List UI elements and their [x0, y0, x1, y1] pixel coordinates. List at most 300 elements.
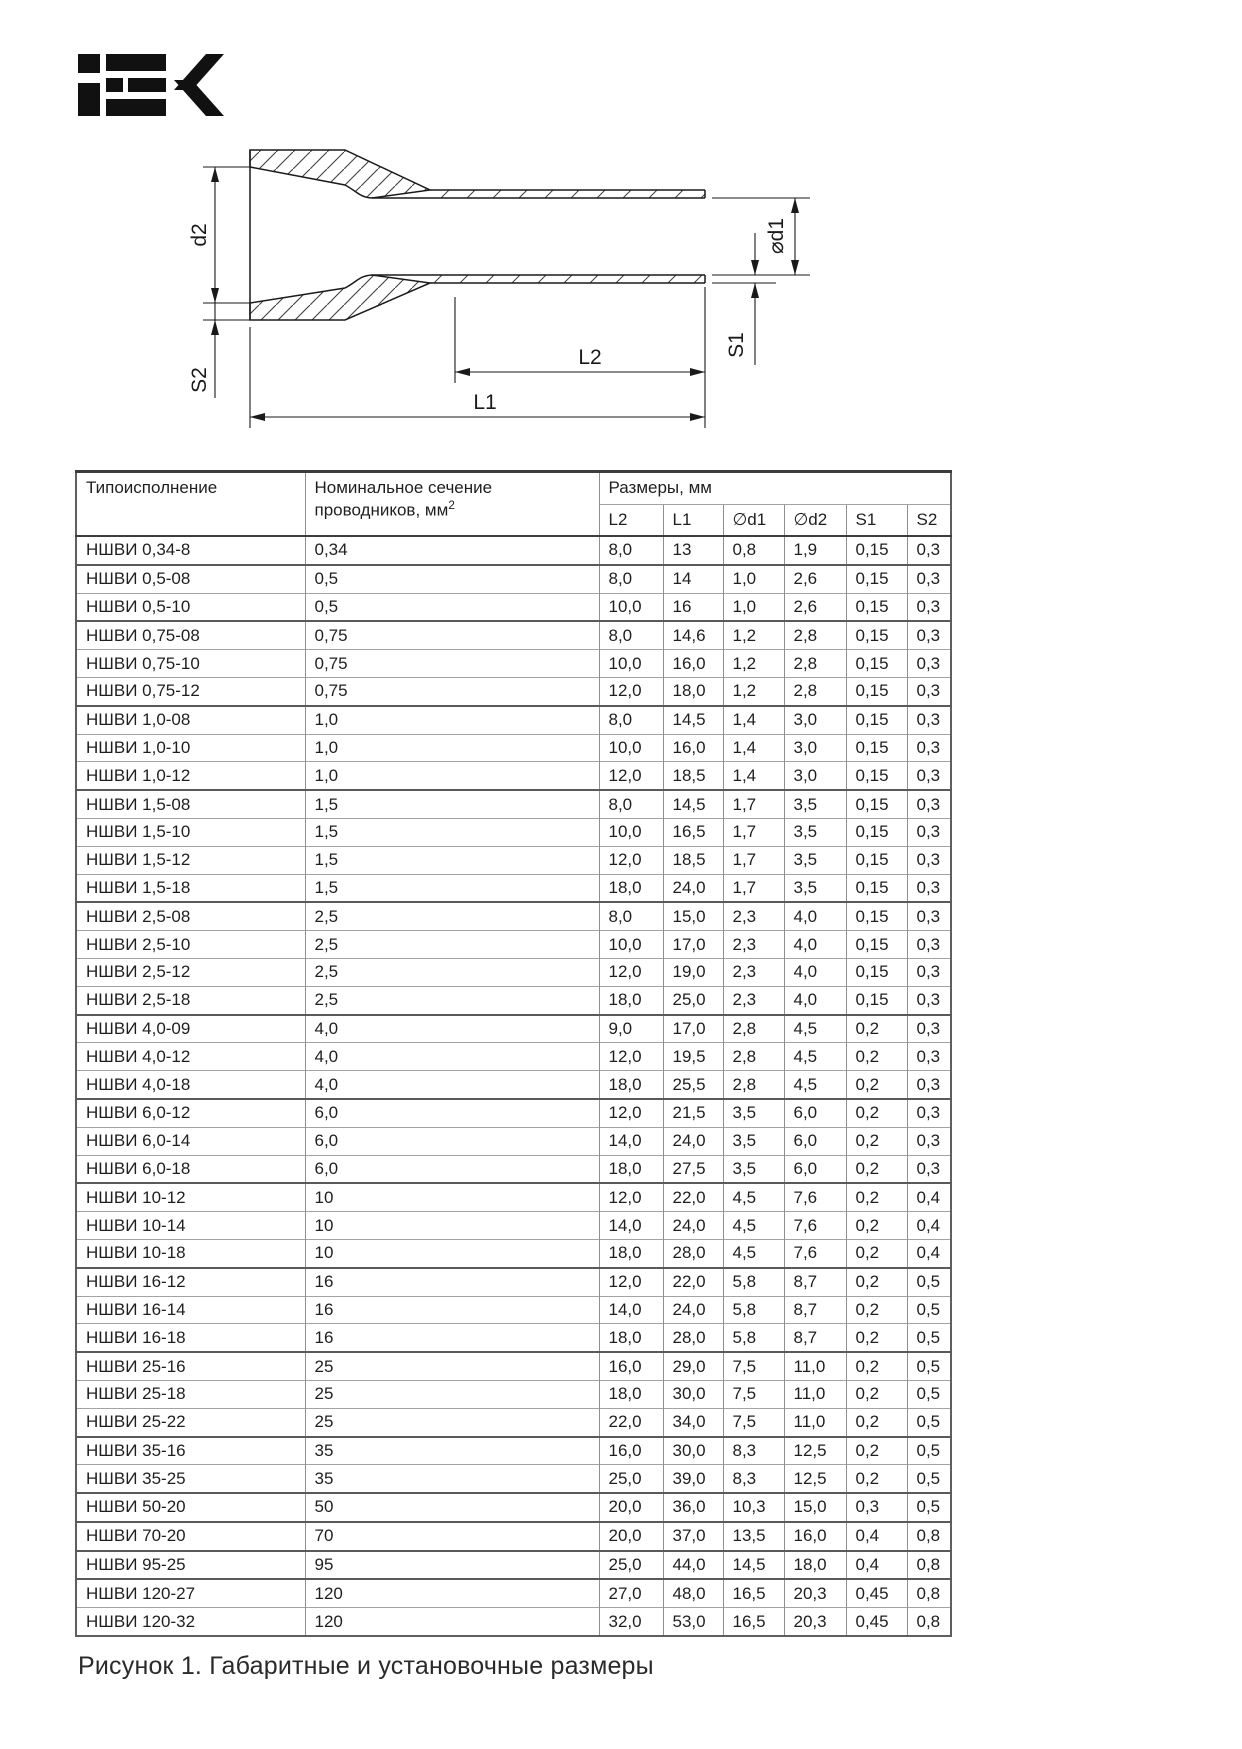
- dimensions-table: [75, 470, 952, 1637]
- cell-s2: 0,3: [907, 1071, 951, 1099]
- cell-s2: 0,5: [907, 1408, 951, 1436]
- col-header-section-text: Номинальное сечение проводников, мм: [314, 478, 493, 520]
- cell-section: 120: [305, 1608, 599, 1636]
- table-row: [76, 1324, 951, 1352]
- cell-s1: 0,15: [846, 565, 907, 593]
- logo-e-mid-left: [106, 78, 123, 92]
- table-header-row: [76, 472, 951, 505]
- cell-d2: 2,8: [784, 650, 846, 678]
- tube-top-wall: [430, 190, 705, 198]
- cell-d2: 3,5: [784, 790, 846, 818]
- cell-d1: 1,4: [723, 762, 784, 790]
- cell-type: НШВИ 10-18: [76, 1239, 305, 1267]
- cell-d1: 1,0: [723, 565, 784, 593]
- cell-type: НШВИ 6,0-18: [76, 1155, 305, 1183]
- cell-s2: 0,5: [907, 1437, 951, 1465]
- cell-l1: 48,0: [663, 1579, 723, 1607]
- col-header-l2: L2: [599, 505, 663, 537]
- cell-d2: 3,5: [784, 874, 846, 902]
- cell-type: НШВИ 1,5-08: [76, 790, 305, 818]
- cell-d1: 3,5: [723, 1127, 784, 1155]
- cell-s2: 0,5: [907, 1324, 951, 1352]
- cell-l2: 12,0: [599, 677, 663, 705]
- cell-type: НШВИ 2,5-18: [76, 986, 305, 1014]
- cell-section: 1,5: [305, 874, 599, 902]
- cell-d1: 7,5: [723, 1380, 784, 1408]
- cell-l2: 18,0: [599, 1380, 663, 1408]
- cell-d2: 3,0: [784, 734, 846, 762]
- cell-l1: 16: [663, 593, 723, 621]
- cell-s2: 0,3: [907, 565, 951, 593]
- dimension-label-l1: L1: [473, 391, 497, 414]
- table-row: [76, 650, 951, 678]
- table-row: [76, 846, 951, 874]
- cell-s2: 0,3: [907, 931, 951, 959]
- cell-section: 50: [305, 1493, 599, 1522]
- cell-s1: 0,15: [846, 874, 907, 902]
- cell-s1: 0,2: [846, 1155, 907, 1183]
- cell-l1: 13: [663, 536, 723, 565]
- col-header-l1: L1: [663, 505, 723, 537]
- cell-l2: 10,0: [599, 931, 663, 959]
- cell-d1: 1,0: [723, 593, 784, 621]
- table-row: [76, 1268, 951, 1296]
- cell-section: 0,34: [305, 536, 599, 565]
- cell-l2: 18,0: [599, 1324, 663, 1352]
- cell-type: НШВИ 1,0-12: [76, 762, 305, 790]
- cell-d1: 0,8: [723, 536, 784, 565]
- cell-type: НШВИ 4,0-12: [76, 1043, 305, 1071]
- cell-s2: 0,3: [907, 790, 951, 818]
- cell-l1: 37,0: [663, 1522, 723, 1551]
- dimension-label-s1: S1: [725, 332, 748, 358]
- dimension-label-l2: L2: [578, 346, 602, 369]
- cell-s1: 0,2: [846, 1071, 907, 1099]
- cell-l1: 44,0: [663, 1551, 723, 1580]
- cell-type: НШВИ 1,0-10: [76, 734, 305, 762]
- cell-s2: 0,3: [907, 1099, 951, 1127]
- cell-l2: 12,0: [599, 1043, 663, 1071]
- dimension-label-d1: ⌀d1: [765, 217, 788, 255]
- logo-e-bottom: [106, 99, 166, 116]
- cell-d2: 6,0: [784, 1155, 846, 1183]
- cell-l2: 12,0: [599, 958, 663, 986]
- table-row: [76, 818, 951, 846]
- cell-section: 25: [305, 1352, 599, 1380]
- cell-s1: 0,2: [846, 1408, 907, 1436]
- cell-type: НШВИ 25-18: [76, 1380, 305, 1408]
- cell-type: НШВИ 35-16: [76, 1437, 305, 1465]
- cell-s1: 0,2: [846, 1380, 907, 1408]
- cell-l1: 14,5: [663, 790, 723, 818]
- cell-l1: 22,0: [663, 1183, 723, 1211]
- cell-section: 6,0: [305, 1155, 599, 1183]
- cell-d2: 12,5: [784, 1437, 846, 1465]
- table-row: [76, 986, 951, 1014]
- cell-d1: 13,5: [723, 1522, 784, 1551]
- cell-l1: 30,0: [663, 1437, 723, 1465]
- collar-bottom-wall: [250, 275, 430, 320]
- cell-d2: 4,0: [784, 931, 846, 959]
- cell-d1: 1,7: [723, 790, 784, 818]
- cell-d1: 2,8: [723, 1043, 784, 1071]
- table-row: [76, 1212, 951, 1240]
- cell-d2: 8,7: [784, 1324, 846, 1352]
- cell-l2: 20,0: [599, 1493, 663, 1522]
- cell-d2: 20,3: [784, 1579, 846, 1607]
- table-row: [76, 565, 951, 593]
- arrow-l2-right: [690, 368, 705, 376]
- cell-s2: 0,3: [907, 874, 951, 902]
- cell-s1: 0,15: [846, 846, 907, 874]
- cell-d1: 7,5: [723, 1408, 784, 1436]
- table-row: [76, 1522, 951, 1551]
- cell-s2: 0,3: [907, 593, 951, 621]
- cell-d2: 4,0: [784, 958, 846, 986]
- cell-d2: 6,0: [784, 1099, 846, 1127]
- cell-d2: 2,6: [784, 565, 846, 593]
- col-header-section: [305, 472, 599, 537]
- table-row: [76, 1380, 951, 1408]
- cell-s1: 0,15: [846, 762, 907, 790]
- cell-l1: 17,0: [663, 1015, 723, 1043]
- cell-l1: 18,5: [663, 762, 723, 790]
- cell-l2: 18,0: [599, 1155, 663, 1183]
- cell-s2: 0,3: [907, 986, 951, 1014]
- cell-section: 10: [305, 1183, 599, 1211]
- table-row: [76, 1493, 951, 1522]
- cell-l2: 12,0: [599, 1268, 663, 1296]
- cell-d2: 15,0: [784, 1493, 846, 1522]
- cell-d1: 1,7: [723, 846, 784, 874]
- cell-l1: 14,6: [663, 621, 723, 649]
- cell-s1: 0,15: [846, 734, 907, 762]
- cell-d2: 2,8: [784, 621, 846, 649]
- cell-l2: 10,0: [599, 734, 663, 762]
- cell-s1: 0,15: [846, 621, 907, 649]
- cell-s2: 0,5: [907, 1268, 951, 1296]
- cell-l1: 14: [663, 565, 723, 593]
- arrow-d2-bottom: [211, 288, 219, 303]
- col-header-d2: ∅d2: [784, 505, 846, 537]
- cell-type: НШВИ 10-12: [76, 1183, 305, 1211]
- cell-d1: 1,7: [723, 818, 784, 846]
- cell-d2: 11,0: [784, 1408, 846, 1436]
- col-header-type: Типоисполнение: [76, 472, 305, 537]
- cell-d2: 8,7: [784, 1296, 846, 1324]
- cell-s1: 0,2: [846, 1296, 907, 1324]
- cell-section: 95: [305, 1551, 599, 1580]
- cell-section: 1,5: [305, 818, 599, 846]
- cell-d1: 4,5: [723, 1212, 784, 1240]
- cell-section: 6,0: [305, 1127, 599, 1155]
- table-row: [76, 1015, 951, 1043]
- cell-s2: 0,5: [907, 1352, 951, 1380]
- arrow-s1-bottom: [751, 283, 759, 298]
- cell-s1: 0,15: [846, 677, 907, 705]
- cell-d1: 5,8: [723, 1296, 784, 1324]
- cell-type: НШВИ 1,5-10: [76, 818, 305, 846]
- cell-s1: 0,2: [846, 1324, 907, 1352]
- cell-d1: 5,8: [723, 1324, 784, 1352]
- cell-d1: 2,3: [723, 986, 784, 1014]
- cell-s1: 0,15: [846, 650, 907, 678]
- cell-l2: 8,0: [599, 621, 663, 649]
- col-header-d1: ∅d1: [723, 505, 784, 537]
- cell-d2: 7,6: [784, 1212, 846, 1240]
- cell-section: 2,5: [305, 986, 599, 1014]
- cell-s1: 0,15: [846, 706, 907, 734]
- cell-section: 35: [305, 1437, 599, 1465]
- cell-d1: 2,8: [723, 1071, 784, 1099]
- cell-s1: 0,2: [846, 1465, 907, 1493]
- table-row: [76, 593, 951, 621]
- cell-l1: 30,0: [663, 1380, 723, 1408]
- cell-d1: 2,8: [723, 1015, 784, 1043]
- cell-l2: 8,0: [599, 790, 663, 818]
- cell-section: 35: [305, 1465, 599, 1493]
- cell-l1: 28,0: [663, 1239, 723, 1267]
- col-header-section-sup: 2: [448, 498, 455, 512]
- cell-l2: 10,0: [599, 818, 663, 846]
- cell-l1: 19,5: [663, 1043, 723, 1071]
- table-row: [76, 1465, 951, 1493]
- cell-s1: 0,2: [846, 1015, 907, 1043]
- cell-s1: 0,15: [846, 931, 907, 959]
- cell-l1: 17,0: [663, 931, 723, 959]
- col-header-dimensions: Размеры, мм: [599, 472, 951, 505]
- cell-l1: 36,0: [663, 1493, 723, 1522]
- cell-l2: 10,0: [599, 593, 663, 621]
- cell-l2: 8,0: [599, 902, 663, 930]
- cell-section: 25: [305, 1380, 599, 1408]
- tube-bottom-wall: [430, 275, 705, 283]
- table-row: [76, 1183, 951, 1211]
- cell-s2: 0,3: [907, 902, 951, 930]
- cell-l1: 34,0: [663, 1408, 723, 1436]
- cell-type: НШВИ 1,5-12: [76, 846, 305, 874]
- logo-e-mid-right: [128, 78, 166, 92]
- cell-d2: 18,0: [784, 1551, 846, 1580]
- table-row: [76, 1043, 951, 1071]
- cell-d2: 3,0: [784, 762, 846, 790]
- cell-s1: 0,15: [846, 986, 907, 1014]
- cell-l2: 32,0: [599, 1608, 663, 1636]
- cell-type: НШВИ 4,0-09: [76, 1015, 305, 1043]
- cell-l1: 15,0: [663, 902, 723, 930]
- cell-d1: 1,7: [723, 874, 784, 902]
- table-row: [76, 706, 951, 734]
- cell-s2: 0,4: [907, 1239, 951, 1267]
- cell-section: 1,0: [305, 762, 599, 790]
- cell-l1: 53,0: [663, 1608, 723, 1636]
- cell-d1: 10,3: [723, 1493, 784, 1522]
- cell-s2: 0,3: [907, 1015, 951, 1043]
- table-row: [76, 790, 951, 818]
- table-row: [76, 1579, 951, 1607]
- logo-i-dot: [78, 54, 100, 73]
- cell-d1: 16,5: [723, 1608, 784, 1636]
- cell-section: 1,0: [305, 734, 599, 762]
- cell-l1: 14,5: [663, 706, 723, 734]
- table-row: [76, 931, 951, 959]
- cell-s1: 0,2: [846, 1268, 907, 1296]
- cell-l2: 16,0: [599, 1352, 663, 1380]
- table-row: [76, 958, 951, 986]
- cell-d1: 4,5: [723, 1239, 784, 1267]
- cell-d1: 8,3: [723, 1465, 784, 1493]
- cell-section: 16: [305, 1296, 599, 1324]
- cell-l2: 12,0: [599, 762, 663, 790]
- cell-s2: 0,3: [907, 734, 951, 762]
- table-row: [76, 1352, 951, 1380]
- arrow-d1-top: [791, 198, 799, 213]
- cell-d1: 1,4: [723, 734, 784, 762]
- cell-type: НШВИ 120-27: [76, 1579, 305, 1607]
- cell-type: НШВИ 1,0-08: [76, 706, 305, 734]
- cell-s2: 0,3: [907, 621, 951, 649]
- cell-s2: 0,8: [907, 1608, 951, 1636]
- cell-d1: 2,3: [723, 958, 784, 986]
- cell-l1: 16,0: [663, 734, 723, 762]
- cell-l2: 27,0: [599, 1579, 663, 1607]
- cell-l1: 22,0: [663, 1268, 723, 1296]
- cell-section: 1,5: [305, 790, 599, 818]
- cell-section: 4,0: [305, 1015, 599, 1043]
- logo-k-lower-arm: [174, 80, 224, 116]
- cell-l2: 12,0: [599, 1099, 663, 1127]
- cell-l1: 29,0: [663, 1352, 723, 1380]
- ferrule-drawing: [140, 135, 840, 435]
- cell-type: НШВИ 0,75-10: [76, 650, 305, 678]
- cell-l2: 8,0: [599, 565, 663, 593]
- cell-d1: 4,5: [723, 1183, 784, 1211]
- cell-section: 16: [305, 1268, 599, 1296]
- cell-section: 25: [305, 1408, 599, 1436]
- cell-l1: 16,0: [663, 650, 723, 678]
- logo-e-top: [106, 54, 166, 71]
- table-row: [76, 1099, 951, 1127]
- cell-type: НШВИ 6,0-12: [76, 1099, 305, 1127]
- cell-d2: 3,0: [784, 706, 846, 734]
- cell-s1: 0,15: [846, 790, 907, 818]
- cell-type: НШВИ 6,0-14: [76, 1127, 305, 1155]
- cell-l2: 25,0: [599, 1465, 663, 1493]
- cell-type: НШВИ 0,5-10: [76, 593, 305, 621]
- cell-type: НШВИ 0,5-08: [76, 565, 305, 593]
- cell-section: 6,0: [305, 1099, 599, 1127]
- cell-section: 70: [305, 1522, 599, 1551]
- cell-l1: 24,0: [663, 1296, 723, 1324]
- cell-type: НШВИ 16-14: [76, 1296, 305, 1324]
- cell-d2: 3,5: [784, 846, 846, 874]
- cell-s2: 0,3: [907, 706, 951, 734]
- cell-s2: 0,4: [907, 1183, 951, 1211]
- table-row: [76, 1127, 951, 1155]
- cell-s2: 0,5: [907, 1380, 951, 1408]
- arrow-d2-top: [211, 167, 219, 182]
- cell-d1: 8,3: [723, 1437, 784, 1465]
- table-row: [76, 874, 951, 902]
- cell-s2: 0,8: [907, 1551, 951, 1580]
- arrow-s2: [211, 320, 219, 335]
- table-row: [76, 1437, 951, 1465]
- collar-top-wall: [250, 150, 430, 198]
- cell-l2: 14,0: [599, 1296, 663, 1324]
- cell-l2: 14,0: [599, 1212, 663, 1240]
- cell-s2: 0,8: [907, 1579, 951, 1607]
- cell-s1: 0,3: [846, 1493, 907, 1522]
- table-row: [76, 902, 951, 930]
- cell-s1: 0,15: [846, 536, 907, 565]
- cell-s1: 0,2: [846, 1352, 907, 1380]
- cell-d2: 3,5: [784, 818, 846, 846]
- cell-section: 1,5: [305, 846, 599, 874]
- cell-s1: 0,2: [846, 1043, 907, 1071]
- cell-section: 10: [305, 1212, 599, 1240]
- cell-s1: 0,4: [846, 1522, 907, 1551]
- cell-s1: 0,4: [846, 1551, 907, 1580]
- cell-section: 0,5: [305, 593, 599, 621]
- cell-s2: 0,3: [907, 958, 951, 986]
- cell-l1: 24,0: [663, 1127, 723, 1155]
- cell-s2: 0,4: [907, 1212, 951, 1240]
- arrow-d1-bottom: [791, 260, 799, 275]
- cell-type: НШВИ 0,75-08: [76, 621, 305, 649]
- cell-l1: 25,0: [663, 986, 723, 1014]
- cell-d2: 12,5: [784, 1465, 846, 1493]
- cell-s2: 0,3: [907, 536, 951, 565]
- figure-caption: Рисунок 1. Габаритные и установочные размеры: [78, 1652, 654, 1680]
- cell-l2: 8,0: [599, 706, 663, 734]
- cell-section: 0,5: [305, 565, 599, 593]
- cell-d2: 7,6: [784, 1239, 846, 1267]
- cell-s2: 0,5: [907, 1296, 951, 1324]
- arrow-s1-top: [751, 260, 759, 275]
- cell-d2: 4,0: [784, 986, 846, 1014]
- cell-type: НШВИ 70-20: [76, 1522, 305, 1551]
- cell-l2: 9,0: [599, 1015, 663, 1043]
- dimension-label-d2: d2: [188, 223, 211, 247]
- cell-type: НШВИ 10-14: [76, 1212, 305, 1240]
- cell-d1: 2,3: [723, 931, 784, 959]
- cell-l1: 24,0: [663, 1212, 723, 1240]
- cell-d1: 14,5: [723, 1551, 784, 1580]
- cell-l2: 20,0: [599, 1522, 663, 1551]
- cell-d2: 4,5: [784, 1043, 846, 1071]
- cell-type: НШВИ 1,5-18: [76, 874, 305, 902]
- cell-section: 4,0: [305, 1043, 599, 1071]
- cell-l2: 10,0: [599, 650, 663, 678]
- cell-l1: 18,5: [663, 846, 723, 874]
- cell-s2: 0,3: [907, 846, 951, 874]
- cell-s2: 0,3: [907, 1127, 951, 1155]
- cell-type: НШВИ 95-25: [76, 1551, 305, 1580]
- cell-s2: 0,5: [907, 1493, 951, 1522]
- cell-section: 2,5: [305, 931, 599, 959]
- cell-l1: 18,0: [663, 677, 723, 705]
- table-row: [76, 677, 951, 705]
- cell-l2: 25,0: [599, 1551, 663, 1580]
- cell-d2: 7,6: [784, 1183, 846, 1211]
- cell-s1: 0,45: [846, 1608, 907, 1636]
- cell-s1: 0,2: [846, 1437, 907, 1465]
- table-row: [76, 1551, 951, 1580]
- table-row: [76, 621, 951, 649]
- table-row: [76, 1608, 951, 1636]
- cell-d2: 6,0: [784, 1127, 846, 1155]
- cell-d1: 3,5: [723, 1155, 784, 1183]
